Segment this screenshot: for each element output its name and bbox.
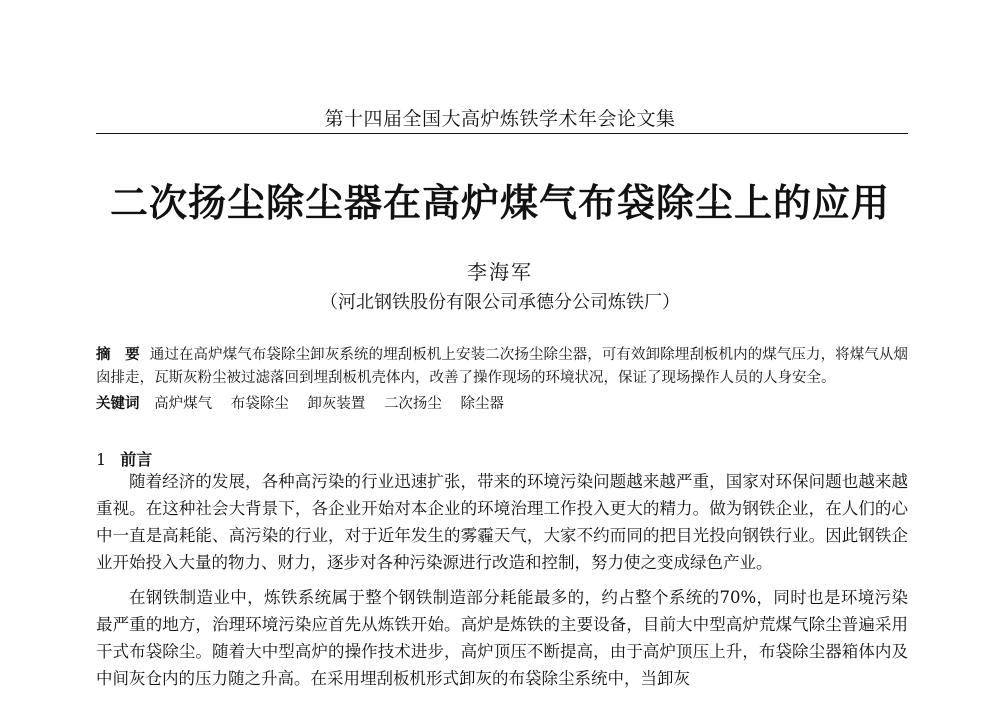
abstract-label: 摘 要 (96, 347, 140, 363)
paper-title: 二次扬尘除尘器在高炉煤气布袋除尘上的应用 (109, 181, 890, 225)
body-paragraph: 随着经济的发展，各种高污染的行业迅速扩张，带来的环境污染问题越来越严重，国家对环保问题也越来越重视。在这种社会大背景下，各企业开始对本企业的环境治理工作投入更大的精力。做为钢铁企业，在人们的心中一直是高耗能、高污染的行业，对于近年发生的雾霾天气，大家不约而同的把目光投向钢铁行业。因此钢铁企业开始投入大量的物力、财力，逐步对各种污染源进行改造和控制，努力使之变成绿色产业。 (96, 472, 908, 572)
abstract (96, 344, 908, 390)
section-number: 1 (96, 450, 107, 469)
body-paragraph: 在钢铁制造业中，炼铁系统属于整个钢铁制造部分耗能最多的，约占整个系统的70%，同时也是环境污染最严重的地方，治理环境污染应首先从炼铁开始。高炉是炼铁的主要设备，目前大中型高炉荒煤气除尘普遍采用干式布袋除尘。随着大中型高炉的操作技术进步，高炉顶压不断提高，由于高炉顶压上升，布袋除尘器箱体内及中间灰仓内的压力随之升高。在采用埋刮板机形式卸灰的布袋除尘系统中，当卸灰 (96, 588, 908, 688)
keyword-item: 二次扬尘 (383, 396, 442, 412)
keyword-item: 布袋除尘 (230, 396, 289, 412)
section-body (96, 468, 908, 700)
keyword-item: 卸灰装置 (307, 396, 366, 412)
keywords (96, 393, 908, 416)
keyword-item: 高炉煤气 (154, 396, 213, 412)
author-name: 李海军 (467, 260, 533, 284)
section-title: 前言 (120, 450, 153, 469)
header-rule (96, 133, 908, 134)
abstract-text: 通过在高炉煤气布袋除尘卸灰系统的埋刮板机上安装二次扬尘除尘器，可有效卸除埋刮板机内的煤气压力，将煤气从烟囱排走，瓦斯灰粉尘被过滤落回到埋刮板机壳体内，改善了操作现场的环境状况，保证了现场操作人员的人身安全。 (96, 347, 908, 386)
author-affiliation: （河北钢铁股份有限公司承德分公司炼铁厂） (320, 292, 680, 313)
running-header: 第十四届全国大高炉炼铁学术年会论文集 (324, 108, 676, 130)
keywords-label: 关键词 (96, 396, 140, 412)
keyword-item: 除尘器 (460, 396, 505, 412)
section-heading (96, 447, 152, 470)
